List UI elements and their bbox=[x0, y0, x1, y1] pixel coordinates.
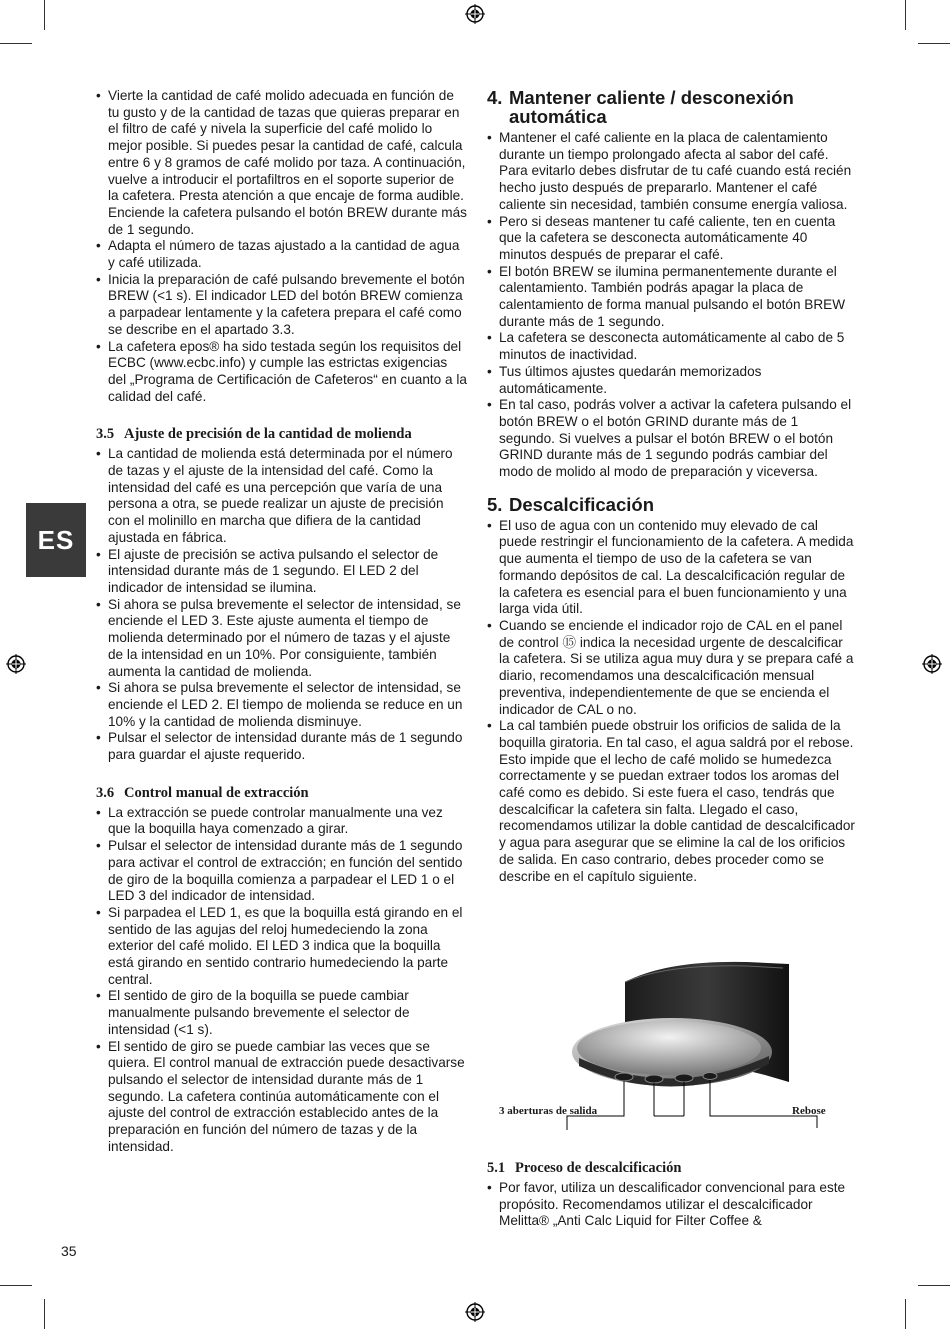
crop-mark bbox=[905, 0, 906, 30]
section-number: 5. bbox=[487, 493, 503, 515]
list-item: • Pulsar el selector de intensidad durante más de 1 segundo para guardar el ajuste requerido. bbox=[96, 730, 468, 763]
list-item: • Cuando se enciende el indicador rojo de CAL en el panel de control ⑮ indica la necesidad urgente de descalcificar la cafetera. Si se utiliza agua muy dura y se prepara café a diario, recomendamos una descalcificación mensual preventiva, independientemente de que se encienda el indicador de CAL o no. bbox=[487, 618, 855, 718]
list-item: • Inicia la preparación de café pulsando brevemente el botón BREW (<1 s). El indicador LED del botón BREW comienza a parpadear lentamente y la cafetera prepara el café como se describe en el apartado 3.3. bbox=[96, 272, 468, 339]
list-item: • En tal caso, podrás volver a activar la cafetera pulsando el botón BREW o el botón GRIND durante más de 1 segundo. Si vuelves a pulsar el botón BREW o el botón GRIND durante más de 1 segundo podrás cambiar del modo de molido al modo de preparación y viceversa. bbox=[487, 397, 855, 481]
list-item: • Tus últimos ajustes quedarán memorizados automáticamente. bbox=[487, 364, 855, 397]
registration-mark-icon bbox=[465, 4, 485, 24]
section-3-6-bullet-list bbox=[96, 805, 468, 1156]
list-item: • Vierte la cantidad de café molido adecuada en función de tu gusto y de la cantidad de tazas que quieras preparar en el filtro de café y nivela la superficie del café molido lo mejor posible. Si puedes pesar la cantidad de café, calcula entre 6 y 8 gramos de café molido por taza. A continuación, vuelve a introducir el portafiltros en el soporte superior de la cafetera. Presta atención a que encaje de forma audible. Enciende la cafetera pulsando el botón BREW durante más de 1 segundo. bbox=[96, 88, 468, 238]
crop-mark bbox=[918, 1285, 950, 1286]
section-title: Mantener caliente / desconexión automática bbox=[509, 87, 794, 127]
section-heading-3-5 bbox=[96, 426, 468, 443]
section-heading-5-1 bbox=[487, 1160, 855, 1177]
page-number: 35 bbox=[61, 1243, 77, 1259]
crop-mark bbox=[918, 43, 950, 44]
list-item: • Si ahora se pulsa brevemente el selector de intensidad, se enciende el LED 3. Este ajuste aumenta el tiempo de molienda determinado por el número de tazas y el ajuste de la intensidad en un 10%. Por consiguiente, también aumenta la cantidad de molienda. bbox=[96, 597, 468, 681]
section-4-bullet-list bbox=[487, 130, 855, 481]
section-number: 5.1 bbox=[487, 1160, 506, 1176]
list-item: • El ajuste de precisión se activa pulsando el selector de intensidad durante más de 1 segundo. El LED 2 del indicador de intensidad se ilumina. bbox=[96, 547, 468, 597]
left-column bbox=[96, 88, 468, 1155]
list-item: • La cantidad de molienda está determinada por el número de tazas y el ajuste de la intensidad del café. Como la intensidad del café es una percepción que varía de una persona a otra, se puede realizar un ajuste de precisión con el molinillo en marcha que difiera de la cantidad ajustada en fábrica. bbox=[96, 446, 468, 546]
list-item: • La cafetera epos® ha sido testada según los requisitos del ECBC (www.ecbc.info) y cumple las estrictas exigencias del „Programa de Certificación de Cafeteros“ en cuanto a la calidad del café. bbox=[96, 339, 468, 406]
section-5-bullet-list bbox=[487, 518, 855, 885]
section-title: Control manual de extracción bbox=[124, 784, 309, 801]
section-heading-5 bbox=[487, 495, 855, 514]
list-item: • El botón BREW se ilumina permanentemente durante el calentamiento. También podrás apagar la placa de calentamiento de forma manual pulsando el botón BREW durante más de 1 segundo. bbox=[487, 264, 855, 331]
list-item: • Mantener el café caliente en la placa de calentamiento durante un tiempo prolongado afecta al sabor del café. Para evitarlo debes disfrutar de tu café cuando está recién hecho justo después de prepararlo. Mantener el café caliente sin necesidad, también consume energía valiosa. bbox=[487, 130, 855, 214]
crop-mark bbox=[905, 1299, 906, 1329]
section-number: 3.6 bbox=[96, 784, 115, 801]
overflow-label: Rebose bbox=[792, 1105, 826, 1117]
section-3-5-bullet-list bbox=[96, 446, 468, 763]
crop-mark bbox=[0, 1285, 32, 1286]
language-tab: ES bbox=[26, 503, 86, 577]
list-item: • Pero si deseas mantener tu café caliente, ten en cuenta que la cafetera se desconecta automáticamente 40 minutos después de preparar el café. bbox=[487, 214, 855, 264]
list-item: • El sentido de giro se puede cambiar las veces que se quiera. El control manual de extracción puede desactivarse pulsando el selector de intensidad durante más de 1 segundo. La cafetera continúa automáticamente con el ajuste del control de extracción establecido antes de la preparación en función del número de tazas y de la intensidad. bbox=[96, 1039, 468, 1156]
list-item: • El uso de agua con un contenido muy elevado de cal puede restringir el funcionamiento de la cafetera. A medida que aumenta el tiempo de uso de la cafetera se van formando depósitos de cal. La descalcificación regular de la cafetera es esencial para el buen funcionamiento y una larga vida útil. bbox=[487, 518, 855, 618]
registration-mark-icon bbox=[922, 654, 942, 674]
list-item: • La cal también puede obstruir los orificios de salida de la boquilla giratoria. En tal caso, el agua saldrá por el rebose. Esto impide que el lecho de café molido se humedezca correctamente y se puedan extraer todos los aromas del café como es debido. Si este fuera el caso, tendrás que descalcificar la cafetera sin falta. Llegado el caso, recomendamos utilizar la doble cantidad de descalcificador y agua para asegurar que se elimine la cal de los orificios de salida. En caso contrario, debes proceder como se describe en el capítulo siguiente. bbox=[487, 718, 855, 885]
section-title: Proceso de descalcificación bbox=[515, 1160, 682, 1176]
shower-head-figure bbox=[497, 960, 837, 1135]
list-item: • La extracción se puede controlar manualmente una vez que la boquilla haya comenzado a girar. bbox=[96, 805, 468, 838]
section-5-1-bullet-list bbox=[487, 1180, 855, 1230]
crop-mark bbox=[44, 0, 45, 30]
section-title: Descalcificación bbox=[509, 493, 654, 515]
list-item: • Si ahora se pulsa brevemente el selector de intensidad, se enciende el LED 2. El tiempo de molienda se reduce en un 10% y la cantidad de molienda disminuye. bbox=[96, 680, 468, 730]
list-item: • La cafetera se desconecta automáticamente al cabo de 5 minutos de inactividad. bbox=[487, 330, 855, 363]
section-5-1 bbox=[487, 1160, 855, 1230]
registration-mark-icon bbox=[465, 1302, 485, 1322]
section-heading-3-6 bbox=[96, 785, 468, 802]
list-item: • Si parpadea el LED 1, es que la boquilla está girando en el sentido de las agujas del reloj humedeciendo la zona exterior del café molido. El LED 3 indica que la boquilla está girando en sentido contrario humedeciendo la parte central. bbox=[96, 905, 468, 989]
list-item: • Pulsar el selector de intensidad durante más de 1 segundo para activar el control de extracción; en función del sentido de giro de la boquilla comienza a parpadear el LED 1 o el LED 3 del indicador de intensidad. bbox=[96, 838, 468, 905]
crop-mark bbox=[44, 1299, 45, 1329]
list-item: • Por favor, utiliza un descalificador convencional para este propósito. Recomendamos utilizar el descalcificador Melitta® „Anti Calc Liquid for Filter Coffee & bbox=[487, 1180, 855, 1230]
list-item: • Adapta el número de tazas ajustado a la cantidad de agua y café utilizada. bbox=[96, 238, 468, 271]
outlet-openings-label: 3 aberturas de salida bbox=[499, 1105, 598, 1117]
section-title: Ajuste de precisión de la cantidad de molienda bbox=[124, 426, 412, 443]
section-number: 3.5 bbox=[96, 426, 115, 443]
list-item: • El sentido de giro de la boquilla se puede cambiar manualmente pulsando brevemente el selector de intensidad (<1 s). bbox=[96, 988, 468, 1038]
crop-mark bbox=[0, 43, 32, 44]
section-heading-4 bbox=[487, 88, 855, 126]
right-column bbox=[487, 88, 855, 885]
registration-mark-icon bbox=[6, 654, 26, 674]
intro-bullet-list bbox=[96, 88, 468, 405]
section-number: 4. bbox=[487, 87, 503, 108]
